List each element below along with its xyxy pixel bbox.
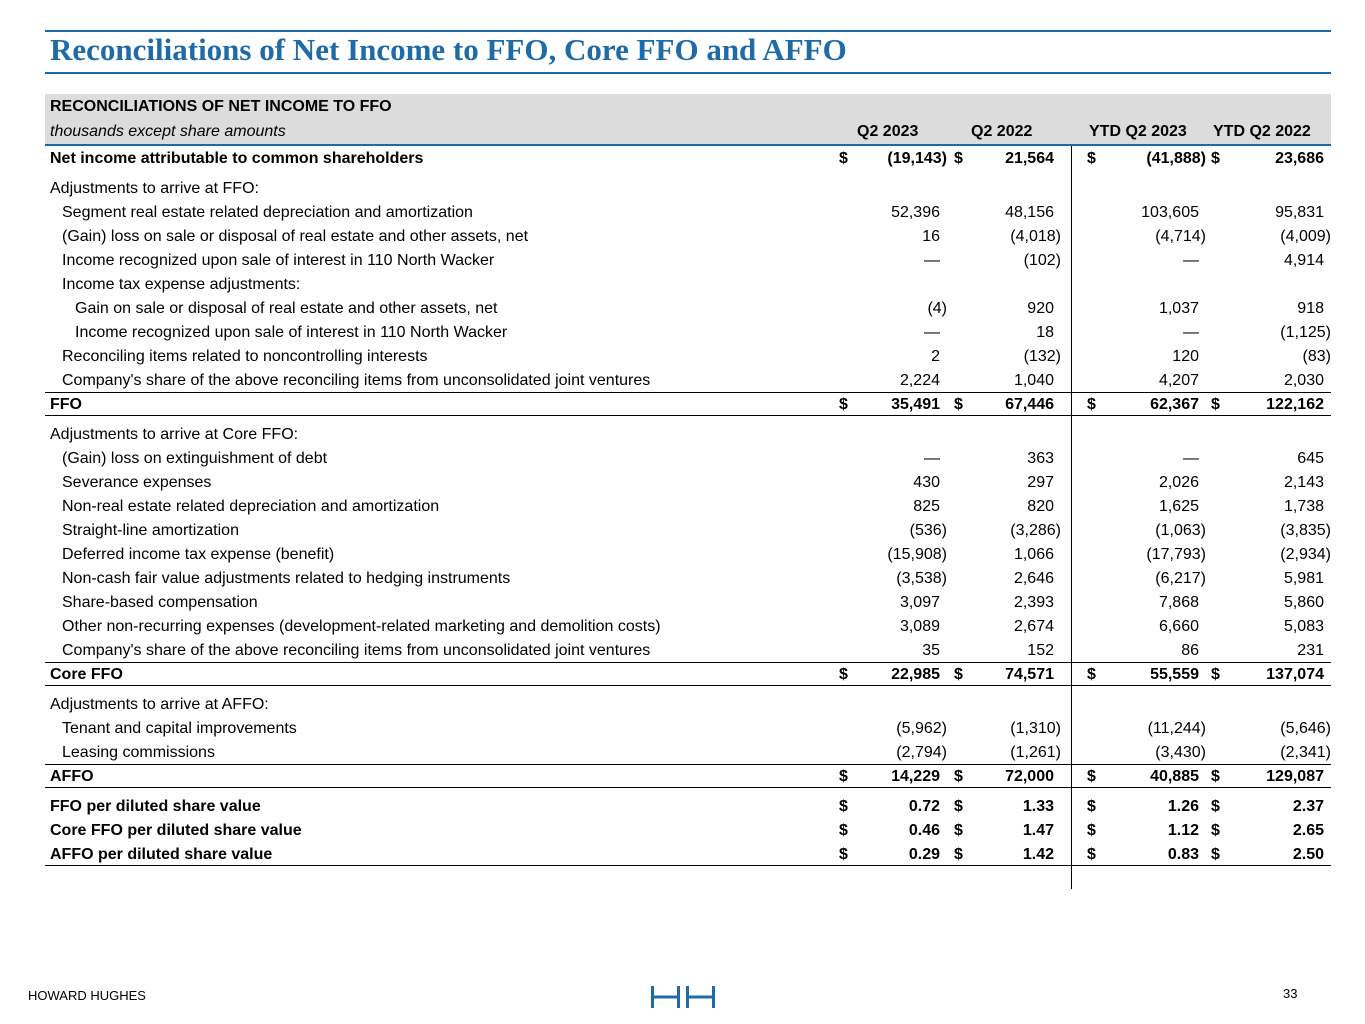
row-value-col-0: 14,229 <box>891 768 940 785</box>
row-value-col-0: 22,985 <box>891 666 940 683</box>
table-row <box>0 614 1365 638</box>
table-row <box>0 344 1365 368</box>
row-value-col-2: (11,244) <box>1147 720 1206 737</box>
row-value-col-3: (83) <box>1302 348 1331 365</box>
row-value-col-1: 1,066 <box>1013 546 1054 563</box>
row-value-col-2: 2,026 <box>1158 474 1199 491</box>
row-label: FFO <box>50 396 82 413</box>
row-label: (Gain) loss on sale or disposal of real estate and other assets, net <box>62 228 529 245</box>
row-value-col-0: (3,538) <box>896 570 947 587</box>
dollar-sign: $ <box>1211 666 1220 683</box>
row-label: Adjustments to arrive at AFFO: <box>50 696 269 713</box>
row-label: Severance expenses <box>62 474 212 491</box>
row-value-col-0: 16 <box>922 228 940 245</box>
row-label: Company's share of the above reconciling items from unconsolidated joint ventures <box>62 372 651 389</box>
row-value-col-3: 231 <box>1297 642 1324 659</box>
row-value-col-1: (132) <box>1023 348 1061 365</box>
row-label: Core FFO <box>50 666 123 683</box>
row-label: Tenant and capital improvements <box>62 720 297 737</box>
row-value-col-2: 6,660 <box>1158 618 1199 635</box>
row-value-col-0: 3,097 <box>899 594 940 611</box>
row-value-col-2: 120 <box>1172 348 1199 365</box>
row-value-col-0: 35,491 <box>891 396 940 413</box>
row-label: Gain on sale or disposal of real estate and other assets, net <box>75 300 498 317</box>
dollar-sign: $ <box>954 846 963 863</box>
dollar-sign: $ <box>954 798 963 815</box>
row-value-col-0: 2,224 <box>899 372 940 389</box>
row-value-col-2: 0.83 <box>1167 846 1199 863</box>
column-header-q2-2022: Q2 2022 <box>971 123 1033 140</box>
table-row <box>0 740 1365 764</box>
dollar-sign: $ <box>839 666 848 683</box>
dollar-sign: $ <box>839 768 848 785</box>
row-value-col-1: (3,286) <box>1010 522 1061 539</box>
row-value-col-2: — <box>1183 324 1199 341</box>
dollar-sign: $ <box>954 150 963 167</box>
row-label: Reconciling items related to noncontrolling interests <box>62 348 428 365</box>
row-value-col-1: (102) <box>1023 252 1061 269</box>
row-label: Adjustments to arrive at FFO: <box>50 180 259 197</box>
row-value-col-1: 48,156 <box>1005 204 1054 221</box>
row-label: Straight-line amortization <box>62 522 239 539</box>
dollar-sign: $ <box>1087 846 1096 863</box>
row-value-col-3: (5,646) <box>1280 720 1331 737</box>
row-value-col-1: 74,571 <box>1005 666 1054 683</box>
row-value-col-1: 1.42 <box>1022 846 1054 863</box>
dollar-sign: $ <box>1211 846 1220 863</box>
dollar-sign: $ <box>1211 396 1220 413</box>
row-label: Adjustments to arrive at Core FFO: <box>50 426 299 443</box>
row-label: Deferred income tax expense (benefit) <box>62 546 335 563</box>
row-label: FFO per diluted share value <box>50 798 261 815</box>
row-value-col-2: 4,207 <box>1158 372 1199 389</box>
row-value-col-0: 0.29 <box>908 846 940 863</box>
row-value-col-3: 4,914 <box>1283 252 1324 269</box>
row-value-col-2: 1,037 <box>1158 300 1199 317</box>
row-value-col-1: 21,564 <box>1005 150 1054 167</box>
dollar-sign: $ <box>1087 798 1096 815</box>
row-value-col-3: (2,934) <box>1280 546 1331 563</box>
row-value-col-3: 645 <box>1297 450 1324 467</box>
dollar-sign: $ <box>1087 768 1096 785</box>
row-label: Other non-recurring expenses (development-related marketing and demolition costs) <box>62 618 661 635</box>
row-value-col-1: 152 <box>1027 642 1054 659</box>
row-value-col-2: 40,885 <box>1150 768 1199 785</box>
page-title: Reconciliations of Net Income to FFO, Core FFO and AFFO <box>50 32 847 67</box>
row-value-col-0: 430 <box>913 474 940 491</box>
dollar-sign: $ <box>1211 798 1220 815</box>
row-value-col-1: 1.33 <box>1022 798 1054 815</box>
row-value-col-0: (5,962) <box>896 720 947 737</box>
table-row <box>0 716 1365 740</box>
row-value-col-3: 95,831 <box>1275 204 1324 221</box>
table-row <box>0 224 1365 248</box>
row-value-col-2: 55,559 <box>1150 666 1199 683</box>
row-value-col-0: — <box>924 324 940 341</box>
row-label: Company's share of the above reconciling items from unconsolidated joint ventures <box>62 642 651 659</box>
dollar-sign: $ <box>1211 150 1220 167</box>
row-label: Net income attributable to common shareholders <box>50 150 424 167</box>
row-value-col-2: 62,367 <box>1150 396 1199 413</box>
table-row <box>0 692 1365 716</box>
table-subtitle: thousands except share amounts <box>50 123 286 140</box>
dollar-sign: $ <box>954 768 963 785</box>
dollar-sign: $ <box>839 822 848 839</box>
row-label: Share-based compensation <box>62 594 258 611</box>
row-value-col-0: — <box>924 252 940 269</box>
table-row <box>0 518 1365 542</box>
table-row <box>0 146 1365 170</box>
column-header-ytd-q2-2022: YTD Q2 2022 <box>1213 123 1311 140</box>
row-value-col-2: 1.26 <box>1167 798 1199 815</box>
table-row <box>0 320 1365 344</box>
table-row <box>0 296 1365 320</box>
row-value-col-1: 2,393 <box>1013 594 1054 611</box>
dollar-sign: $ <box>1087 822 1096 839</box>
row-value-col-3: (3,835) <box>1280 522 1331 539</box>
row-value-col-0: (15,908) <box>887 546 947 563</box>
row-value-col-3: 5,981 <box>1283 570 1324 587</box>
page-number: 33 <box>1283 986 1298 1001</box>
row-value-col-3: (4,009) <box>1280 228 1331 245</box>
row-value-col-2: 103,605 <box>1141 204 1199 221</box>
row-value-col-0: 52,396 <box>891 204 940 221</box>
table-row <box>0 566 1365 590</box>
table-row <box>0 764 1365 788</box>
row-value-col-2: (6,217) <box>1155 570 1206 587</box>
title-bottom-rule <box>45 72 1331 74</box>
row-value-col-2: (1,063) <box>1155 522 1206 539</box>
row-value-col-2: 1,625 <box>1158 498 1199 515</box>
row-value-col-1: 920 <box>1027 300 1054 317</box>
row-label: AFFO per diluted share value <box>50 846 273 863</box>
row-value-col-0: (4) <box>927 300 947 317</box>
hh-logo-icon <box>651 986 715 1008</box>
column-header-q2-2023: Q2 2023 <box>857 123 919 140</box>
row-value-col-1: 297 <box>1027 474 1054 491</box>
dollar-sign: $ <box>839 150 848 167</box>
table-row <box>0 446 1365 470</box>
table-row <box>0 662 1365 686</box>
row-value-col-1: (1,261) <box>1010 744 1061 761</box>
row-value-col-3: 5,860 <box>1283 594 1324 611</box>
row-value-col-0: — <box>924 450 940 467</box>
table-row <box>0 494 1365 518</box>
row-value-col-0: (19,143) <box>887 150 947 167</box>
dollar-sign: $ <box>839 798 848 815</box>
row-value-col-3: 2,030 <box>1283 372 1324 389</box>
table-row <box>0 200 1365 224</box>
row-value-col-1: (4,018) <box>1010 228 1061 245</box>
row-value-col-1: 2,674 <box>1013 618 1054 635</box>
table-row <box>0 272 1365 296</box>
row-value-col-1: (1,310) <box>1010 720 1061 737</box>
table-row <box>0 638 1365 662</box>
dollar-sign: $ <box>839 396 848 413</box>
row-value-col-1: 2,646 <box>1013 570 1054 587</box>
row-label: Core FFO per diluted share value <box>50 822 302 839</box>
table-row <box>0 248 1365 272</box>
dollar-sign: $ <box>1087 666 1096 683</box>
row-value-col-3: 122,162 <box>1266 396 1324 413</box>
row-value-col-3: 2.65 <box>1292 822 1324 839</box>
row-value-col-0: 825 <box>913 498 940 515</box>
row-label: Non-real estate related depreciation and amortization <box>62 498 440 515</box>
row-value-col-0: 35 <box>922 642 940 659</box>
row-value-col-2: — <box>1183 450 1199 467</box>
row-value-col-0: 3,089 <box>899 618 940 635</box>
row-label: Income tax expense adjustments: <box>62 276 301 293</box>
row-value-col-2: (4,714) <box>1155 228 1206 245</box>
table-row <box>0 176 1365 200</box>
row-value-col-0: (2,794) <box>896 744 947 761</box>
row-value-col-3: 129,087 <box>1266 768 1324 785</box>
table-row <box>0 818 1365 842</box>
dollar-sign: $ <box>839 846 848 863</box>
row-label: Non-cash fair value adjustments related to hedging instruments <box>62 570 511 587</box>
dollar-sign: $ <box>1211 768 1220 785</box>
table-row <box>0 470 1365 494</box>
row-label: Income recognized upon sale of interest in 110 North Wacker <box>75 324 508 341</box>
row-value-col-2: (41,888) <box>1146 150 1206 167</box>
footer-company-name: HOWARD HUGHES <box>28 988 146 1003</box>
row-value-col-3: 2,143 <box>1283 474 1324 491</box>
row-value-col-3: 1,738 <box>1283 498 1324 515</box>
column-header-ytd-q2-2023: YTD Q2 2023 <box>1089 123 1187 140</box>
row-value-col-3: 5,083 <box>1283 618 1324 635</box>
row-value-col-2: (17,793) <box>1146 546 1206 563</box>
row-value-col-1: 18 <box>1036 324 1054 341</box>
dollar-sign: $ <box>1087 396 1096 413</box>
row-value-col-0: 0.72 <box>908 798 940 815</box>
row-label: Leasing commissions <box>62 744 215 761</box>
row-value-col-2: 1.12 <box>1167 822 1199 839</box>
row-value-col-2: (3,430) <box>1155 744 1206 761</box>
row-value-col-2: 7,868 <box>1158 594 1199 611</box>
row-value-col-3: 918 <box>1297 300 1324 317</box>
table-row <box>0 422 1365 446</box>
dollar-sign: $ <box>1211 822 1220 839</box>
row-value-col-0: (536) <box>909 522 947 539</box>
dollar-sign: $ <box>954 396 963 413</box>
row-value-col-2: 86 <box>1181 642 1199 659</box>
table-title: RECONCILIATIONS OF NET INCOME TO FFO <box>50 98 392 115</box>
row-value-col-0: 0.46 <box>908 822 940 839</box>
table-row <box>0 794 1365 818</box>
table-row <box>0 590 1365 614</box>
row-label: (Gain) loss on extinguishment of debt <box>62 450 328 467</box>
dollar-sign: $ <box>954 666 963 683</box>
row-value-col-0: 2 <box>931 348 940 365</box>
row-label: Segment real estate related depreciation and amortization <box>62 204 473 221</box>
row-value-col-3: (1,125) <box>1280 324 1331 341</box>
period-divider-line <box>1071 146 1072 889</box>
row-value-col-1: 72,000 <box>1005 768 1054 785</box>
row-value-col-1: 1,040 <box>1013 372 1054 389</box>
row-label: Income recognized upon sale of interest in 110 North Wacker <box>62 252 495 269</box>
row-value-col-3: 2.50 <box>1292 846 1324 863</box>
row-value-col-3: (2,341) <box>1280 744 1331 761</box>
row-value-col-1: 363 <box>1027 450 1054 467</box>
table-row <box>0 368 1365 392</box>
row-value-col-3: 23,686 <box>1275 150 1324 167</box>
table-row <box>0 542 1365 566</box>
row-value-col-1: 1.47 <box>1022 822 1054 839</box>
row-label: AFFO <box>50 768 94 785</box>
row-value-col-3: 137,074 <box>1266 666 1324 683</box>
table-row <box>0 842 1365 866</box>
row-value-col-2: — <box>1183 252 1199 269</box>
table-row <box>0 392 1365 416</box>
row-value-col-1: 67,446 <box>1005 396 1054 413</box>
dollar-sign: $ <box>1087 150 1096 167</box>
row-value-col-3: 2.37 <box>1292 798 1324 815</box>
row-value-col-1: 820 <box>1027 498 1054 515</box>
dollar-sign: $ <box>954 822 963 839</box>
